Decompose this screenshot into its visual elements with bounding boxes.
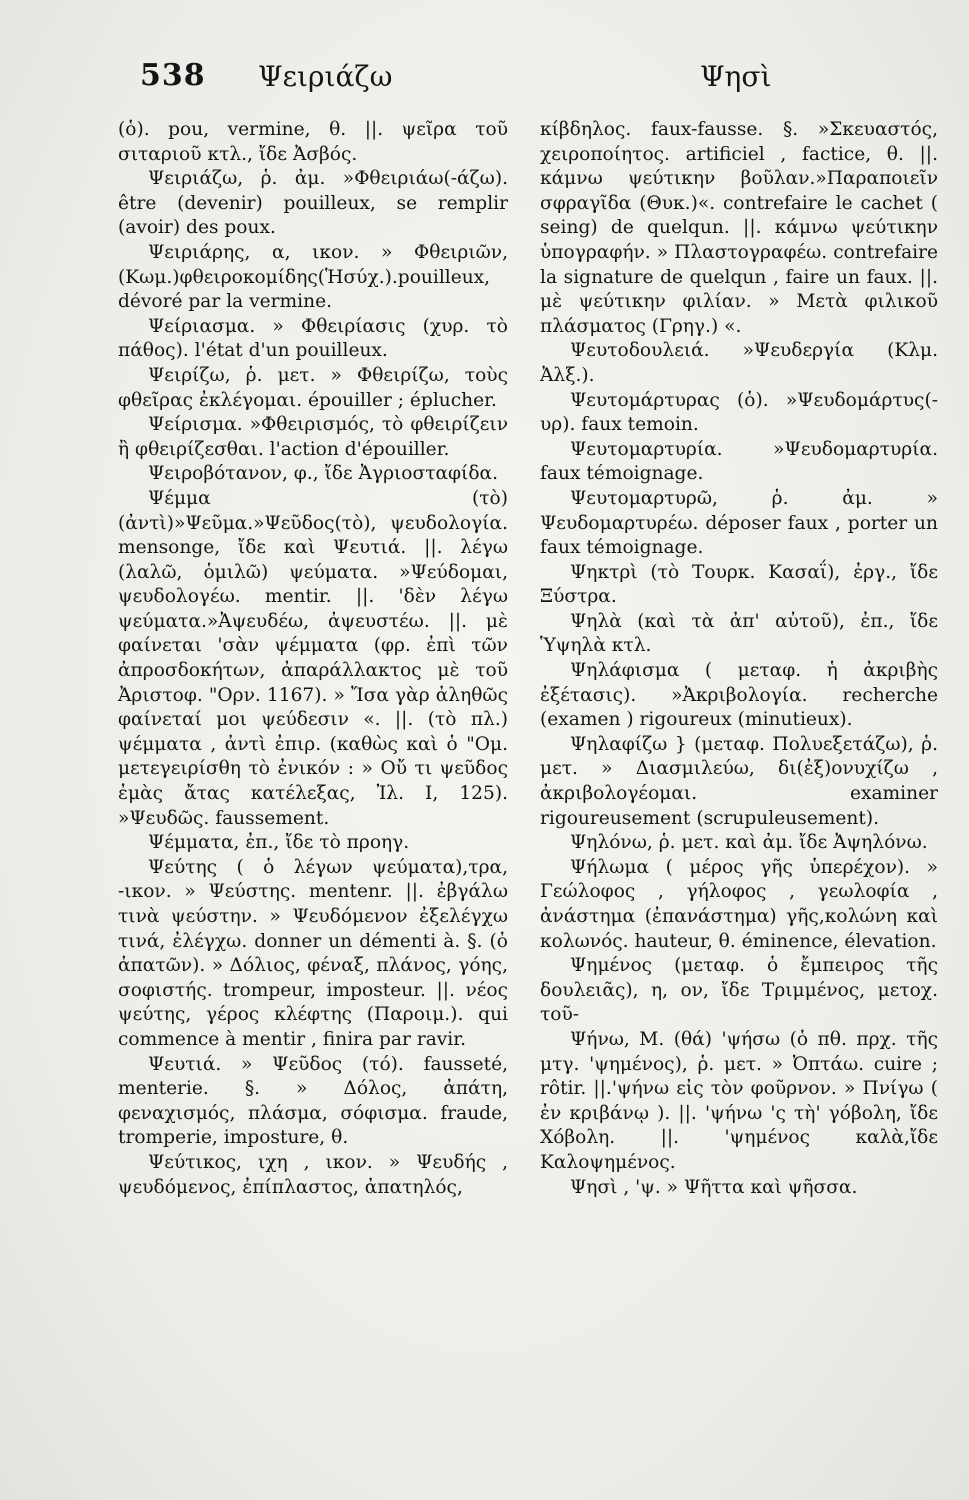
dictionary-entry: Ψειρίζω, ῥ. μετ. » Φθειρίζω, τοὺς φθεῖρας ἐκλέγομαι. épouiller ; éplucher. (118, 364, 508, 411)
dictionary-entry: Ψευτομαρτυρία. »Ψευδομαρτυρία. faux témoignage. (540, 438, 938, 485)
dictionary-entry: Ψησὶ , 'ψ. » Ψῆττα καὶ ψῆσσα. (570, 1176, 858, 1198)
running-head-left: Ψειριάζω (258, 60, 393, 93)
dictionary-entry: Ψευτομάρτυρας (ὁ). »Ψευδομάρτυς(-υρ). faux temoin. (540, 389, 938, 436)
dictionary-entry: Ψημένος (μεταφ. ὁ ἔμπειρος τῆς δουλειᾶς), η, ον, ἴδε Τριμμένος, μετοχ. τοῦ- (540, 955, 938, 1026)
dictionary-entry: Ψηλαφίζω } (μεταφ. Πολυεξετάζω), ῥ. μετ. » Διασμιλεύω, δι(ἐξ)ονυχίζω , ἀκριβολογέομαι. examiner rigoureusement (scrupuleusement). (540, 733, 938, 829)
dictionary-entry: Ψεύτης ( ὁ λέγων ψεύματα),τρα, -ικον. » Ψεύστης. mentenr. ||. ἐβγάλω τινὰ ψεύστην. » Ψευδόμενον ἐξελέγχω τινά, ἐλέγχω. donner un démenti à. §. (ὁ ἀπατῶν). » Δόλιος, φέναξ, πλάνος, γόης, σοφιστής. trompeur, imposteur. ||. νέος ψεύτης, γέρος κλέφτης (Παροιμ.). qui commence à mentir , finira par ravir. (118, 856, 508, 1050)
dictionary-entry: Ψηκτρὶ (τὸ Τουρκ. Κασαΐ), ἐργ., ἴδε Ξύστρα. (540, 561, 938, 608)
dictionary-entry: Ψέμματα, ἐπ., ἴδε τὸ προηγ. (148, 832, 410, 854)
left-column (118, 118, 508, 1200)
dictionary-entry: (ὁ). pou, vermine, θ. ||. ψεῖρα τοῦ σιταριοῦ κτλ., ἴδε Ἀσβός. (118, 119, 508, 165)
dictionary-entry: Ψήνω, Μ. (θά) 'ψήσω (ὁ πθ. πρχ. τῆς μτγ. 'ψημένος), ῥ. μετ. » Ὀπτάω. cuire ; rôtir. ||.'ψήνω εἰς τὸν φοῦρνον. » Πνίγω ( ἐν κριβάνῳ ). ||. 'ψήνω 'ς τὴ' γόβολη, ἴδε Χόβολη. ||. 'ψημένος καλὰ,ἴδε Καλοψημένος. (540, 1028, 938, 1173)
dictionary-entry: Ψήλωμα ( μέρος γῆς ὑπερέχον). » Γεώλοφος , γήλοφος , γεωλοφία , ἀνάστημα (ἐπανάστημα) γῆς,κολώνη καὶ κολωνός. hauteur, θ. éminence, élevation. (540, 856, 938, 952)
page-number: 538 (140, 58, 206, 93)
dictionary-entry: Ψηλόνω, ῥ. μετ. καὶ ἀμ. ἴδε Ἀψηλόνω. (570, 832, 928, 854)
dictionary-entry: Ψειροβότανον, φ., ἴδε Ἀγριοσταφίδα. (148, 463, 499, 485)
dictionary-entry: Ψείριασμα. » Φθειρίασις (χυρ. τὸ πάθος). l'état d'un pouilleux. (118, 315, 508, 362)
page-header (140, 58, 929, 98)
running-head-right: Ψησὶ (700, 60, 772, 93)
dictionary-entry: Ψεύτικος, ιχη , ικον. » Ψευδής , ψευδόμενος, ἐπίπλαστος, ἀπατηλός, (118, 1151, 508, 1198)
dictionary-entry: Ψευτιά. » Ψεῦδος (τό). fausseté, menterie. §. » Δόλος, ἀπάτη, φεναχισμός, πλάσμα, σόφισμα. fraude, tromperie, imposture, θ. (118, 1053, 508, 1149)
dictionary-entry: Ψέμμα (τὸ) (ἀντὶ)»Ψεῦμα.»Ψεῦδος(τὸ), ψευδολογία. mensonge, ἴδε καὶ Ψευτιά. ||. λέγω (λαλῶ, ὁμιλῶ) ψεύματα. »Ψεύδομαι, ψευδολογέω. mentir. ||. 'δὲν λέγω ψεύματα.»Ἀψευδέω, ἀψευστέω. ||. μὲ φαίνεται 'σὰν ψέμματα (φρ. ἐπὶ τῶν ἀπροσδοκήτων, ἀπαράλλακτος μὲ τοῦ Ἀριστοφ. "Ορν. 1167). » Ἴσα γὰρ ἀληθῶς φαίνεταί μοι ψεύδεσιν «. ||. (τὸ πλ.) ψέμματα , ἀντὶ ἐπιρ. (καθὼς καὶ ὁ "Ομ. μετεγειρίσθη τὸ ἐνικόν : » Οὔ τι ψεῦδος ἐμὰς ἄτας κατέλεξας, Ἰλ. Ι, 125). »Ψευδῶς. faussement. (118, 487, 508, 829)
dictionary-entry: Ψειριάζω, ῥ. ἀμ. »Φθειριάω(-άζω). être (devenir) pouilleux, se remplir (avoir) des poux. (118, 168, 508, 239)
dictionary-entry: Ψηλὰ (καὶ τὰ ἀπ' αὐτοῦ), ἐπ., ἴδε Ὑψηλὰ κτλ. (540, 610, 938, 657)
right-column (540, 118, 938, 1200)
dictionary-entry: Ψευτοδουλειά. »Ψευδεργία (Κλμ. Ἀλξ.). (540, 340, 938, 386)
dictionary-entry: Ψηλάφισμα ( μεταφ. ἡ ἀκριβὴς ἐξέτασις). »Ἀκριβολογία. recherche (examen ) rigoureux (minutieux). (540, 660, 938, 731)
dictionary-entry: Ψευτομαρτυρῶ, ῥ. ἀμ. » Ψευδομαρτυρέω. déposer faux , porter un faux témoignage. (540, 487, 938, 559)
dictionary-entry: κίβδηλος. faux-fausse. §. »Σκευαστός, χειροποίητος. artificiel , factice, θ. ||. κάμνω ψεύτικην βοῦλαν.»Παραποιεῖν σφραγῖδα (Θυκ.)«. contrefaire le cachet ( seing) de quelqun. ||. κάμνω ψεύτικην ὑπογραφήν. » Πλαστογραφέω. contrefaire la signature de quelqun , faire un faux. ||. μὲ ψεύτικην φιλίαν. » Μετὰ φιλικοῦ πλάσματος (Γρηγ.) «. (540, 119, 938, 337)
dictionary-entry: Ψείρισμα. »Φθειρισμός, τὸ φθειρίζειν ἢ φθειρίζεσθαι. l'action d'épouiller. (118, 414, 508, 460)
dictionary-entry: Ψειριάρης, α, ικον. » Φθειριῶν, (Κωμ.)φθειροκομίδης(Ἡσύχ.).pouilleux, dévoré par la vermine. (118, 241, 508, 313)
